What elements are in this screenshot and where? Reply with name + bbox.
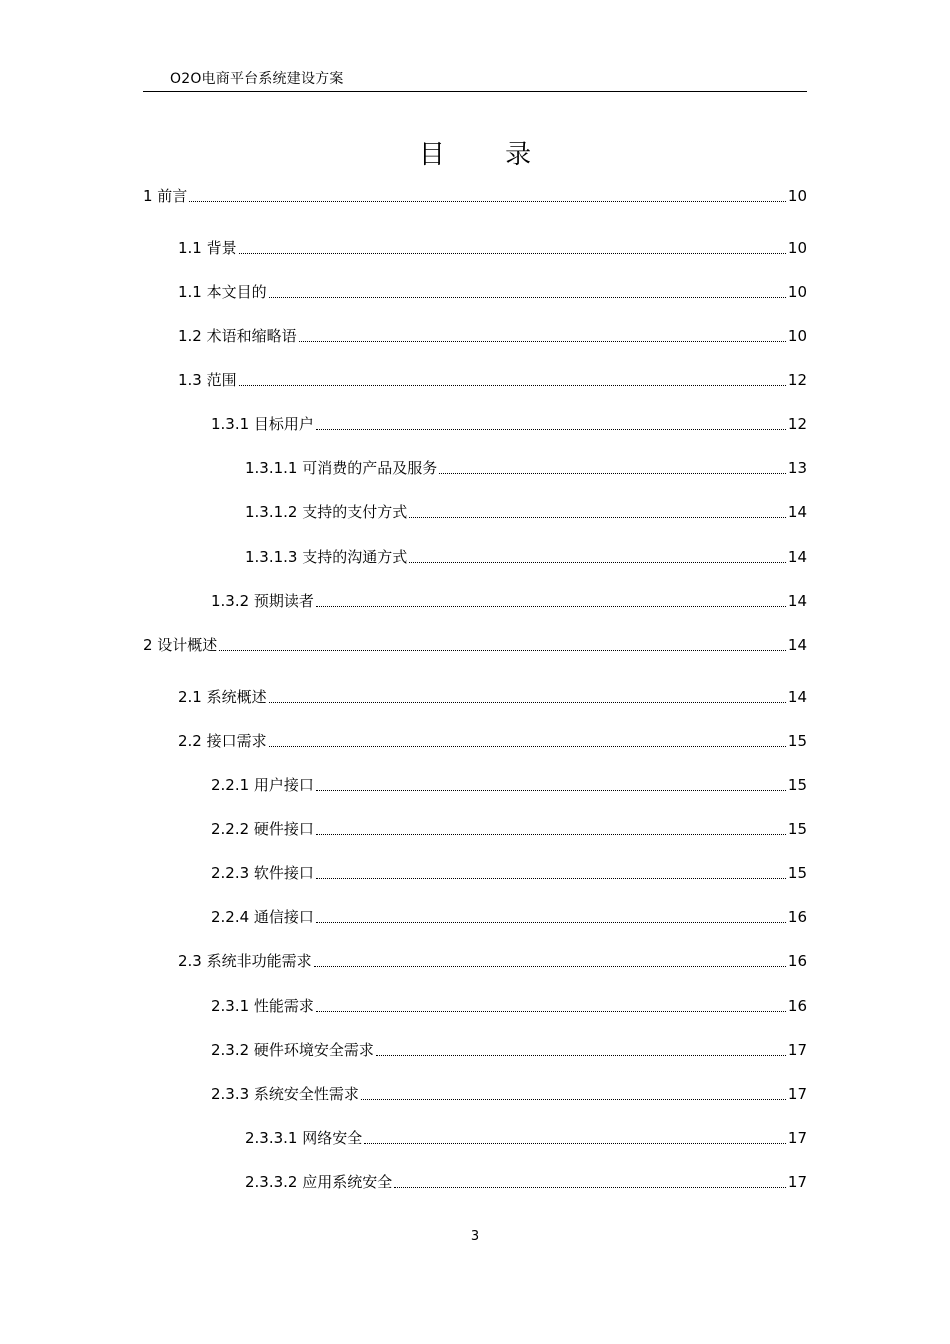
toc-entry[interactable] [211, 818, 807, 840]
toc-entry[interactable] [178, 950, 807, 972]
toc-entry-label: 1.3.1.1 可消费的产品及服务 [245, 459, 438, 477]
toc-entry[interactable] [143, 185, 807, 207]
toc-title: 目 录 [418, 140, 558, 170]
toc-dot-leader [364, 1143, 786, 1144]
toc-entry-page: 14 [787, 636, 807, 654]
toc-entry-page: 10 [787, 187, 807, 205]
toc-entry-label: 1.2 术语和缩略语 [178, 327, 297, 345]
toc-entry-label: 1 前言 [143, 187, 188, 205]
toc-entry-page: 16 [787, 952, 807, 970]
toc-entry-label: 2.2.3 软件接口 [211, 864, 314, 882]
toc-entry-label: 2.2.1 用户接口 [211, 776, 314, 794]
toc-entry[interactable] [211, 1083, 807, 1105]
running-header-title: O2O电商平台系统建设方案 [170, 71, 344, 87]
toc-dot-leader [316, 834, 786, 835]
toc-dot-leader [269, 702, 786, 703]
toc-entry-page: 16 [787, 908, 807, 926]
toc-dot-leader [316, 429, 786, 430]
toc-entry[interactable] [211, 774, 807, 796]
toc-entry[interactable] [178, 325, 807, 347]
toc-entry-page: 16 [787, 997, 807, 1015]
toc-entry[interactable] [211, 862, 807, 884]
toc-dot-leader [314, 966, 786, 967]
toc-dot-leader [239, 253, 786, 254]
toc-entry-label: 2.3.2 硬件环境安全需求 [211, 1041, 374, 1059]
toc-entry-label: 2.3.3.1 网络安全 [245, 1129, 363, 1147]
page-number: 3 [470, 1229, 480, 1244]
toc-entry-page: 10 [787, 283, 807, 301]
toc-entry-page: 10 [787, 327, 807, 345]
toc-entry-label: 1.3 范围 [178, 371, 237, 389]
toc-entry-label: 1.3.1.2 支持的支付方式 [245, 503, 408, 521]
toc-entry-page: 14 [787, 688, 807, 706]
toc-entry-page: 15 [787, 864, 807, 882]
toc-entry-label: 2.3 系统非功能需求 [178, 952, 312, 970]
toc-entry[interactable] [211, 590, 807, 612]
toc-entry-label: 2.3.1 性能需求 [211, 997, 314, 1015]
toc-entry-page: 13 [787, 459, 807, 477]
toc-entry[interactable] [211, 1039, 807, 1061]
toc-entry[interactable] [211, 995, 807, 1017]
toc-dot-leader [219, 650, 786, 651]
toc-entry[interactable] [245, 1127, 807, 1149]
toc-entry-label: 2.3.3.2 应用系统安全 [245, 1173, 393, 1191]
toc-entry[interactable] [178, 369, 807, 391]
toc-dot-leader [409, 517, 786, 518]
toc-entry[interactable] [245, 501, 807, 523]
toc-entry[interactable] [143, 634, 807, 656]
toc-entry[interactable] [211, 906, 807, 928]
toc-entry-page: 12 [787, 371, 807, 389]
toc-dot-leader [409, 562, 786, 563]
toc-entry[interactable] [178, 281, 807, 303]
toc-dot-leader [361, 1099, 786, 1100]
toc-dot-leader [299, 341, 786, 342]
toc-entry-page: 15 [787, 820, 807, 838]
toc-dot-leader [316, 922, 786, 923]
toc-dot-leader [439, 473, 786, 474]
toc-dot-leader [239, 385, 786, 386]
toc-entry[interactable] [178, 730, 807, 752]
toc-dot-leader [189, 201, 786, 202]
toc-entry-page: 15 [787, 732, 807, 750]
toc-entry-label: 1.3.2 预期读者 [211, 592, 314, 610]
toc-entry-label: 1.1 本文目的 [178, 283, 267, 301]
toc-entry-label: 2.2 接口需求 [178, 732, 267, 750]
toc-entry-label: 1.1 背景 [178, 239, 237, 257]
toc-dot-leader [269, 746, 786, 747]
toc-entry-label: 1.3.1 目标用户 [211, 415, 314, 433]
toc-entry-page: 17 [787, 1085, 807, 1103]
toc-entry[interactable] [178, 237, 807, 259]
toc-entry-label: 2.1 系统概述 [178, 688, 267, 706]
header-rule [143, 91, 807, 92]
toc-entry-label: 1.3.1.3 支持的沟通方式 [245, 548, 408, 566]
toc-entry-page: 17 [787, 1129, 807, 1147]
toc-entry[interactable] [245, 1171, 807, 1193]
toc-dot-leader [316, 606, 786, 607]
toc-dot-leader [316, 1011, 786, 1012]
toc-entry-page: 10 [787, 239, 807, 257]
toc-entry-page: 17 [787, 1173, 807, 1191]
toc-entry[interactable] [178, 686, 807, 708]
toc-entry-page: 14 [787, 503, 807, 521]
toc-entry[interactable] [245, 457, 807, 479]
toc-entry-page: 12 [787, 415, 807, 433]
toc-entry-label: 2.3.3 系统安全性需求 [211, 1085, 359, 1103]
toc-entry-page: 14 [787, 548, 807, 566]
toc-entry-page: 15 [787, 776, 807, 794]
toc-entry[interactable] [211, 413, 807, 435]
toc-dot-leader [316, 878, 786, 879]
toc-dot-leader [394, 1187, 786, 1188]
toc-entry-label: 2 设计概述 [143, 636, 218, 654]
toc-entry[interactable] [245, 546, 807, 568]
toc-entry-page: 14 [787, 592, 807, 610]
toc-entry-page: 17 [787, 1041, 807, 1059]
toc-dot-leader [316, 790, 786, 791]
toc-entry-label: 2.2.2 硬件接口 [211, 820, 314, 838]
toc-dot-leader [269, 297, 786, 298]
toc-entry-label: 2.2.4 通信接口 [211, 908, 314, 926]
toc-dot-leader [376, 1055, 786, 1056]
